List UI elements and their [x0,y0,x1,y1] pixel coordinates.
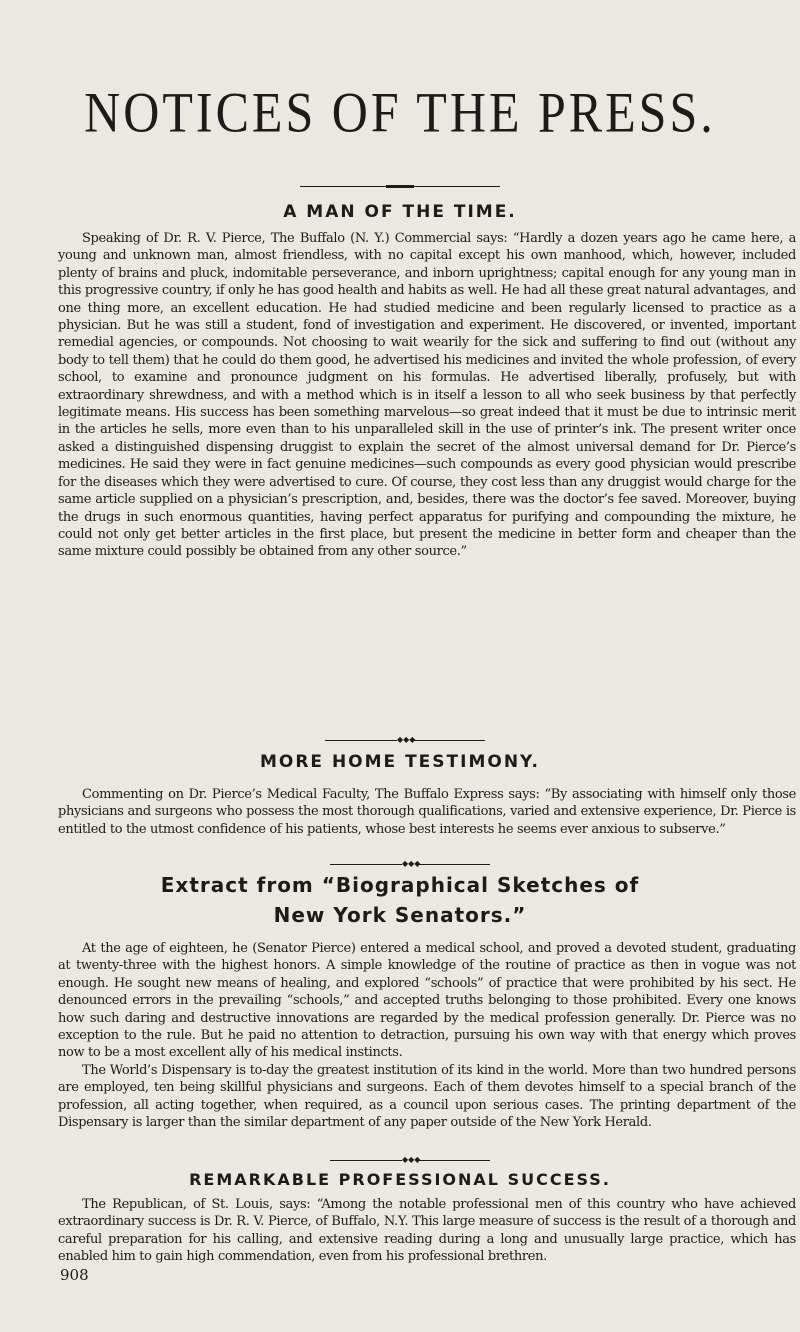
ornament-divider [325,735,485,744]
section-heading-extract-line-1: Extract from “Biographical Sketches of [160,873,640,897]
section-paragraph: Speaking of Dr. R. V. Pierce, The Buffalo (N. Y.) Commercial says: “Hardly a dozen years ago he came here, a young and unknown man, almost friendless, with no capital except his own manhood, which, however, included plenty of brains and pluck, indomitable perseverance, and inborn uprightness; capital enough for any young man in this progressive country, if only he has good health and habits as well. He had all these great natural advantages, and one thing more, an excellent education. He had studied medicine and been regularly licensed to practice as a physician. But he was still a student, fond of investigation and experiment. He discovered, or invented, important remedial agencies, or compounds. Not choosing to wait wearily for the sick and suffering to find out (without any body to tell them) that he could do them good, he advertised his medicines and invited the whole profession, of every school, to examine and pronounce judgment on his formulas. He advertised liberally, profusely, but with extraordinary shrewdness, and with a method which is in itself a lesson to all who seek business by that perfectly legitimate means. His success has been something marvelous—so great indeed that it must be due to intrinsic merit in the articles he sells, more even than to his unparalleled skill in the use of printer’s ink. The present writer once asked a distinguished dispensing druggist to explain the secret of the almost universal demand for Dr. Pierce’s medicines. He said they were in fact genuine medicines—such compounds as every good physician would prescribe for the diseases which they were advertised to cure. Of course, they cost less than any druggist would charge for the same article supplied on a physician’s prescription, and, besides, there was the doctor’s fee saved. Moreover, buying the drugs in such enormous quantities, having perfect apparatus for purifying and compounding the mixture, he could not only get better articles in the first place, but present the medicine in better form and cheaper than the same mixture could possibly be obtained from any other source.” [58,231,796,560]
ornament-divider [330,1155,490,1164]
page-title: NOTICES OF THE PRESS. [84,79,716,145]
section-heading-extract-line-2: New York Senators.” [273,903,527,927]
title-rule [300,186,500,187]
section-heading-home-testimony: MORE HOME TESTIMONY. [259,752,541,772]
section-paragraph: The Republican, of St. Louis, says: “Among the notable professional men of this country who have achieved extraordinary success is Dr. R. V. Pierce, of Buffalo, N.Y. This large measure of success is the result of a thorough and careful preparation for his calling, and extensive reading during a long and unusually large practice, which has enabled him to gain high commendation, even from his professional brethren. [58,1197,796,1265]
ornament-glyph: ◆◆◆ [402,859,421,868]
section-heading-professional-success: REMARKABLE PROFESSIONAL SUCCESS. [189,1170,611,1189]
section-paragraph: Commenting on Dr. Pierce’s Medical Faculty, The Buffalo Express says: “By associating with himself only those physicians and surgeons who possess the most thorough qualifications, varied and extensive experience, Dr. Pierce is entitled to the utmost confidence of his patients, whose best interests he seems ever anxious to subserve.” [58,787,796,837]
ornament-glyph: ◆◆◆ [402,1155,421,1164]
page-number: 908 [60,1266,89,1284]
ornament-divider [330,859,490,868]
title-rule-mark [386,185,414,188]
section-paragraph: The World’s Dispensary is to-day the greatest institution of its kind in the world. More than two hundred persons are employed, ten being skillful physicians and surgeons. Each of them devotes himself to a special branch of the profession, all acting together, when required, as a council upon serious cases. The printing department of the Dispensary is larger than the similar department of any paper outside of the New York Herald. [58,1063,796,1131]
section-paragraph: At the age of eighteen, he (Senator Pierce) entered a medical school, and proved a devoted student, graduating at twenty-three with the highest honors. A simple knowledge of the routine of practice as then in vogue was not enough. He sought new means of healing, and explored “schools” of practice that were prohibited by his sect. He denounced errors in the prevailing “schools,” and accepted truths belonging to those prohibited. Every one knows how such daring and destructive innovations are regarded by the medical profession generally. Dr. Pierce was no exception to the rule. But he paid no attention to detraction, pursuing his own way with that energy which proves now to be a most excellent ally of his medical instincts. [58,941,796,1061]
section-heading-man-of-the-time: A MAN OF THE TIME. [283,202,517,222]
ornament-glyph: ◆◆◆ [397,735,416,744]
